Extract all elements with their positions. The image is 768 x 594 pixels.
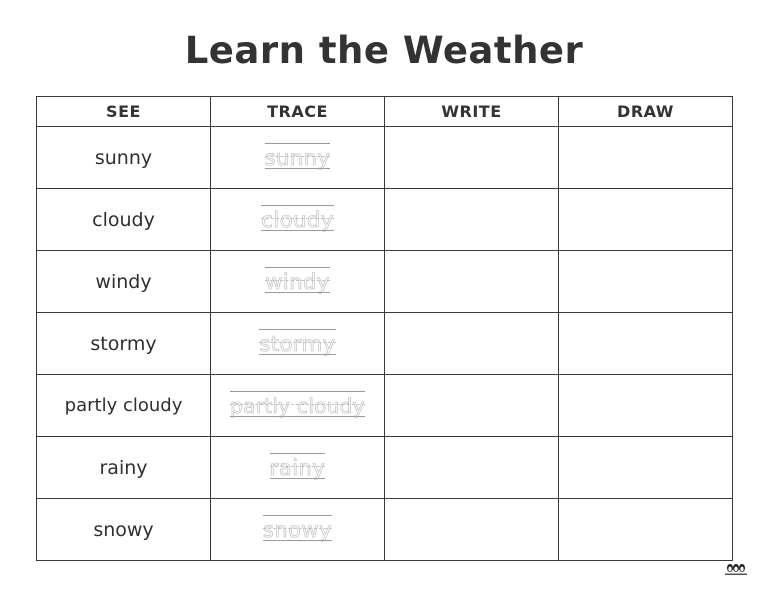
see-cell [37, 127, 211, 189]
trace-cell [211, 251, 385, 313]
table-row [37, 375, 733, 437]
trace-cell [211, 375, 385, 437]
trace-cell [211, 313, 385, 375]
see-cell [37, 189, 211, 251]
write-cell [385, 313, 559, 375]
trace-word: partly cloudy [230, 393, 365, 418]
trace-cell [211, 189, 385, 251]
trace-word: snowy [262, 517, 333, 542]
header-draw: DRAW [559, 97, 733, 127]
trace-cell [211, 127, 385, 189]
see-cell [37, 375, 211, 437]
draw-cell [559, 189, 733, 251]
see-word: partly cloudy [64, 395, 183, 416]
draw-cell [559, 437, 733, 499]
draw-cell [559, 313, 733, 375]
see-cell [37, 251, 211, 313]
table-row [37, 251, 733, 313]
draw-cell [559, 127, 733, 189]
write-cell [385, 375, 559, 437]
trace-word: stormy [259, 331, 336, 356]
table-row [37, 127, 733, 189]
see-word: cloudy [92, 208, 155, 231]
header-see: SEE [37, 97, 211, 127]
see-word: rainy [99, 456, 148, 479]
table-row [37, 499, 733, 561]
header-trace: TRACE [211, 97, 385, 127]
table-row [37, 189, 733, 251]
page-title: Learn the Weather [184, 29, 584, 72]
see-word: snowy [93, 518, 154, 541]
see-word: stormy [90, 332, 157, 355]
see-cell [37, 499, 211, 561]
see-word: sunny [94, 146, 153, 169]
header-write: WRITE [385, 97, 559, 127]
trace-word: cloudy [261, 207, 334, 232]
weather-worksheet-table [36, 96, 733, 561]
trace-cell [211, 499, 385, 561]
header-row [37, 97, 733, 127]
write-cell [385, 499, 559, 561]
trace-word: windy [265, 269, 330, 294]
trace-word: rainy [269, 455, 326, 480]
table-row [37, 437, 733, 499]
penguins-logo-icon [724, 562, 748, 576]
write-cell [385, 127, 559, 189]
trace-word: sunny [264, 145, 331, 170]
write-cell [385, 251, 559, 313]
write-cell [385, 189, 559, 251]
see-cell [37, 437, 211, 499]
draw-cell [559, 251, 733, 313]
see-cell [37, 313, 211, 375]
draw-cell [559, 499, 733, 561]
draw-cell [559, 375, 733, 437]
trace-cell [211, 437, 385, 499]
table-row [37, 313, 733, 375]
write-cell [385, 437, 559, 499]
see-word: windy [95, 270, 152, 293]
